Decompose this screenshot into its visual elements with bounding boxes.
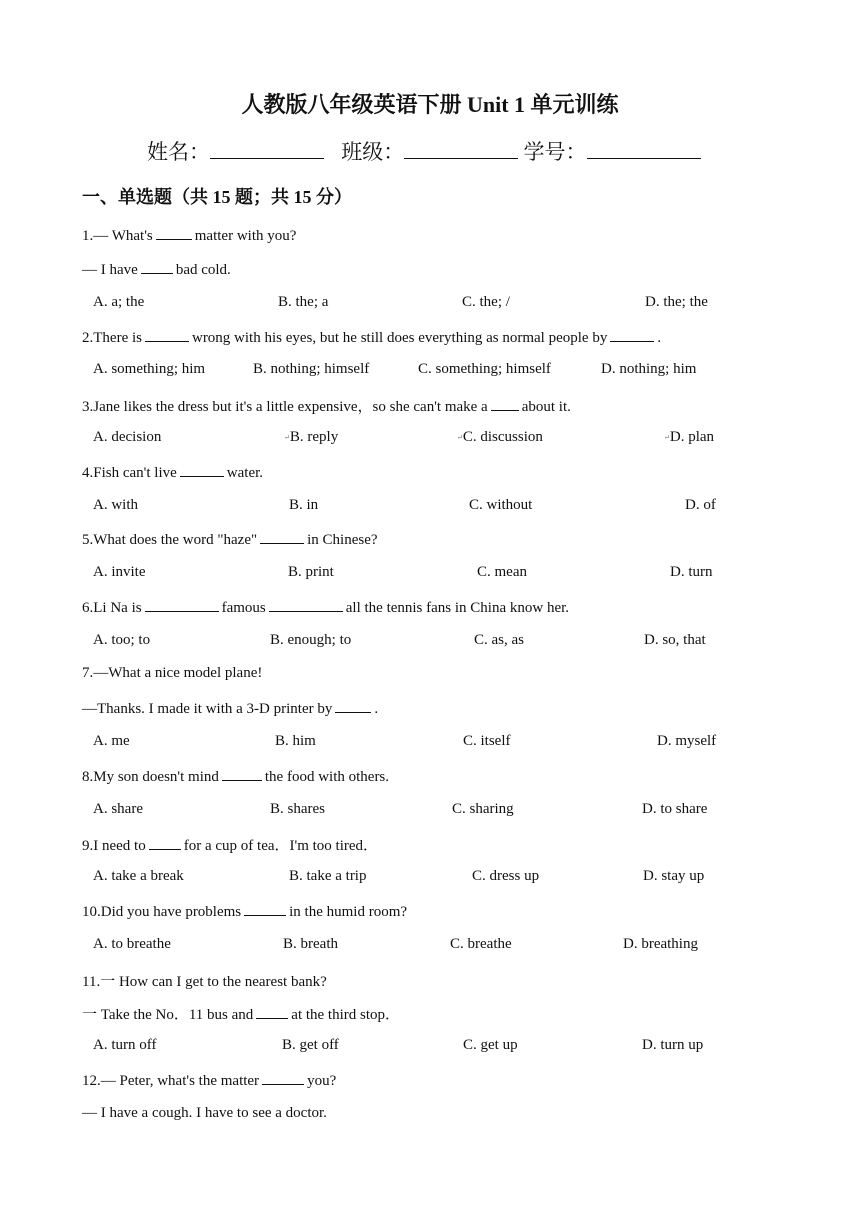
question-text: in Chinese? <box>307 532 378 548</box>
answer-option-d[interactable] <box>601 361 696 378</box>
question-stem <box>82 463 263 482</box>
class-field[interactable] <box>341 136 518 166</box>
question-text: water. <box>226 465 264 481</box>
option-text: C. sharing <box>452 801 514 817</box>
option-text: D. turn <box>670 564 713 580</box>
question-text: 2.There is <box>82 330 142 346</box>
question-text: bad cold. <box>175 262 231 278</box>
option-text: C. dress up <box>472 868 540 884</box>
answer-blank[interactable] <box>145 328 189 342</box>
question-stem <box>82 1071 336 1090</box>
option-text: C. mean <box>477 564 527 580</box>
answer-option-b[interactable] <box>275 733 316 750</box>
question-dialogue-line <box>82 1003 400 1024</box>
question-text: — I have a cough. I have to see a doctor. <box>82 1105 327 1121</box>
option-text: D. breathing <box>623 936 698 952</box>
answer-option-d[interactable] <box>643 868 704 885</box>
option-text: B. in <box>289 497 319 513</box>
name-blank[interactable] <box>210 138 324 159</box>
option-text: A. me <box>93 733 130 749</box>
class-label: 班级： <box>341 140 405 164</box>
option-text: C. itself <box>463 733 511 749</box>
question-text: for a cup of tea．I'm too tired． <box>183 838 379 854</box>
option-text: A. a; the <box>93 294 145 310</box>
option-text: A. too; to <box>93 632 151 648</box>
answer-option-d[interactable] <box>644 632 706 649</box>
student-id-field[interactable] <box>524 136 701 166</box>
answer-option-c[interactable] <box>463 733 511 750</box>
answer-blank[interactable] <box>149 836 181 850</box>
answer-option-b[interactable] <box>289 868 366 885</box>
answer-option-a[interactable] <box>93 936 171 953</box>
answer-option-b[interactable] <box>282 1037 339 1054</box>
answer-option-c[interactable] <box>450 936 512 953</box>
question-text: . <box>374 701 379 717</box>
question-text: 5.What does the word "haze" <box>82 532 258 548</box>
answer-option-d[interactable] <box>645 294 708 311</box>
answer-option-c[interactable] <box>477 564 527 581</box>
option-text: C. discussion <box>462 429 543 445</box>
answer-option-a[interactable] <box>93 564 146 581</box>
question-stem <box>82 767 389 786</box>
question-text: 8.My son doesn't mind <box>82 769 219 785</box>
option-text: C. breathe <box>450 936 512 952</box>
question-text: 9.I need to <box>82 838 146 854</box>
answer-option-d[interactable] <box>664 429 714 446</box>
answer-option-d[interactable] <box>623 936 698 953</box>
answer-blank[interactable] <box>141 260 173 274</box>
option-text: B. him <box>275 733 316 749</box>
answer-option-a[interactable] <box>93 868 184 885</box>
answer-option-a[interactable] <box>93 801 143 818</box>
question-text: at the third stop． <box>291 1007 401 1023</box>
option-text: A. share <box>93 801 143 817</box>
option-text: B. reply <box>289 429 339 445</box>
answer-blank[interactable] <box>256 1005 288 1019</box>
answer-blank[interactable] <box>491 397 519 411</box>
question-text: 4.Fish can't live <box>82 465 177 481</box>
answer-option-b[interactable] <box>283 936 338 953</box>
option-text: B. print <box>288 564 334 580</box>
option-text: D. to share <box>642 801 708 817</box>
question-text: 3.Jane likes the dress but it's a little expensive，so she can't make a <box>82 399 488 415</box>
question-stem <box>82 226 296 245</box>
question-dialogue-line <box>82 260 231 279</box>
student-info-row <box>147 136 701 166</box>
question-text: the food with others. <box>264 769 390 785</box>
question-stem <box>82 328 661 347</box>
name-field[interactable] <box>147 136 324 166</box>
question-dialogue-line <box>82 1105 327 1122</box>
answer-blank[interactable] <box>610 328 654 342</box>
question-text: 6.Li Na is <box>82 600 142 616</box>
answer-option-b[interactable] <box>278 294 328 311</box>
option-text: B. nothing; himself <box>253 361 370 377</box>
option-text: D. nothing; him <box>601 361 697 377</box>
answer-option-c[interactable] <box>472 868 539 885</box>
answer-option-a[interactable] <box>93 294 144 311</box>
option-text: D. turn up <box>642 1037 704 1053</box>
answer-option-b[interactable] <box>270 632 351 649</box>
option-text: D. so, that <box>644 632 706 648</box>
option-text: A. take a break <box>93 868 184 884</box>
answer-option-a[interactable] <box>93 361 205 378</box>
question-stem <box>82 598 569 617</box>
option-text: B. take a trip <box>289 868 367 884</box>
paragraph-mark-icon: ↵ <box>664 433 670 442</box>
answer-option-a[interactable] <box>93 1037 156 1054</box>
answer-blank[interactable] <box>145 598 219 612</box>
answer-blank[interactable] <box>260 530 304 544</box>
question-text: famous <box>221 600 266 616</box>
question-text: — I have <box>82 262 138 278</box>
student-id-label: 学号： <box>523 140 587 164</box>
option-text: C. as, as <box>474 632 524 648</box>
answer-blank[interactable] <box>222 767 262 781</box>
answer-option-a[interactable] <box>93 733 130 750</box>
section-heading: 一、单选题（共 15 题；共 15 分） <box>82 187 352 207</box>
answer-option-d[interactable] <box>642 1037 703 1054</box>
option-text: D. of <box>685 497 716 513</box>
option-text: A. turn off <box>93 1037 157 1053</box>
question-text: you? <box>307 1073 337 1089</box>
page-title: 人教版八年级英语下册 Unit 1 单元训练 <box>241 92 619 117</box>
answer-option-a[interactable] <box>93 429 161 446</box>
name-label: 姓名： <box>147 140 210 164</box>
option-text: B. get off <box>282 1037 339 1053</box>
question-text: 7.—What a nice model plane! <box>82 665 263 681</box>
question-text: 12.— Peter, what's the matter <box>82 1073 260 1089</box>
answer-option-c[interactable] <box>462 294 510 311</box>
answer-option-d[interactable] <box>670 564 713 581</box>
paragraph-mark-icon: ↵ <box>284 433 290 442</box>
question-text: wrong with his eyes, but he still does everything as normal people by <box>191 330 608 346</box>
option-text: A. decision <box>93 429 162 445</box>
answer-option-c[interactable] <box>452 801 514 818</box>
answer-blank[interactable] <box>269 598 343 612</box>
option-text: B. breath <box>283 936 338 952</box>
question-stem <box>82 665 262 682</box>
question-text: 10.Did you have problems <box>82 904 242 920</box>
option-text: D. plan <box>669 429 715 445</box>
answer-option-d[interactable] <box>657 733 716 750</box>
answer-blank[interactable] <box>180 463 224 477</box>
answer-option-b[interactable] <box>288 564 334 581</box>
answer-option-b[interactable] <box>253 361 369 378</box>
option-text: A. invite <box>93 564 146 580</box>
option-text: C. get up <box>463 1037 518 1053</box>
answer-option-b[interactable] <box>284 429 338 446</box>
option-text: D. the; the <box>645 294 708 310</box>
option-text: A. to breathe <box>93 936 171 952</box>
answer-option-b[interactable] <box>270 801 325 818</box>
answer-blank[interactable] <box>335 699 371 713</box>
option-text: C. the; / <box>462 294 510 310</box>
question-text: 1.— What's <box>82 228 153 244</box>
question-stem <box>82 902 407 921</box>
option-text: B. enough; to <box>270 632 352 648</box>
answer-blank[interactable] <box>244 902 286 916</box>
option-text: C. something; himself <box>418 361 551 377</box>
option-text: A. something; him <box>93 361 206 377</box>
option-text: B. the; a <box>278 294 329 310</box>
question-text: all the tennis fans in China know her. <box>345 600 570 616</box>
question-text: 一 Take the No．11 bus and <box>82 1007 254 1023</box>
question-stem <box>82 395 571 416</box>
answer-blank[interactable] <box>262 1071 304 1085</box>
answer-option-b[interactable] <box>289 497 318 514</box>
question-text: . <box>657 330 662 346</box>
question-text: 11.一 How can I get to the nearest bank? <box>82 974 327 990</box>
answer-option-c[interactable] <box>457 429 543 446</box>
question-text: in the humid room? <box>289 904 408 920</box>
question-text: matter with you? <box>194 228 297 244</box>
class-blank[interactable] <box>404 138 518 159</box>
answer-option-d[interactable] <box>642 801 707 818</box>
student-id-blank[interactable] <box>587 138 701 159</box>
option-text: D. myself <box>657 733 717 749</box>
option-text: A. with <box>93 497 138 513</box>
question-stem <box>82 530 378 549</box>
answer-option-c[interactable] <box>469 497 532 514</box>
paragraph-mark-icon: ↵ <box>457 433 463 442</box>
option-text: B. shares <box>270 801 325 817</box>
answer-option-c[interactable] <box>418 361 551 378</box>
question-text: about it. <box>521 399 571 415</box>
answer-option-c[interactable] <box>463 1037 518 1054</box>
question-dialogue-line <box>82 699 378 718</box>
question-stem <box>82 834 378 855</box>
question-stem <box>82 970 327 991</box>
answer-option-d[interactable] <box>685 497 716 514</box>
question-text: —Thanks. I made it with a 3-D printer by <box>82 701 333 717</box>
option-text: D. stay up <box>643 868 705 884</box>
answer-option-c[interactable] <box>474 632 524 649</box>
answer-blank[interactable] <box>156 226 192 240</box>
answer-option-a[interactable] <box>93 632 150 649</box>
option-text: C. without <box>469 497 533 513</box>
answer-option-a[interactable] <box>93 497 138 514</box>
